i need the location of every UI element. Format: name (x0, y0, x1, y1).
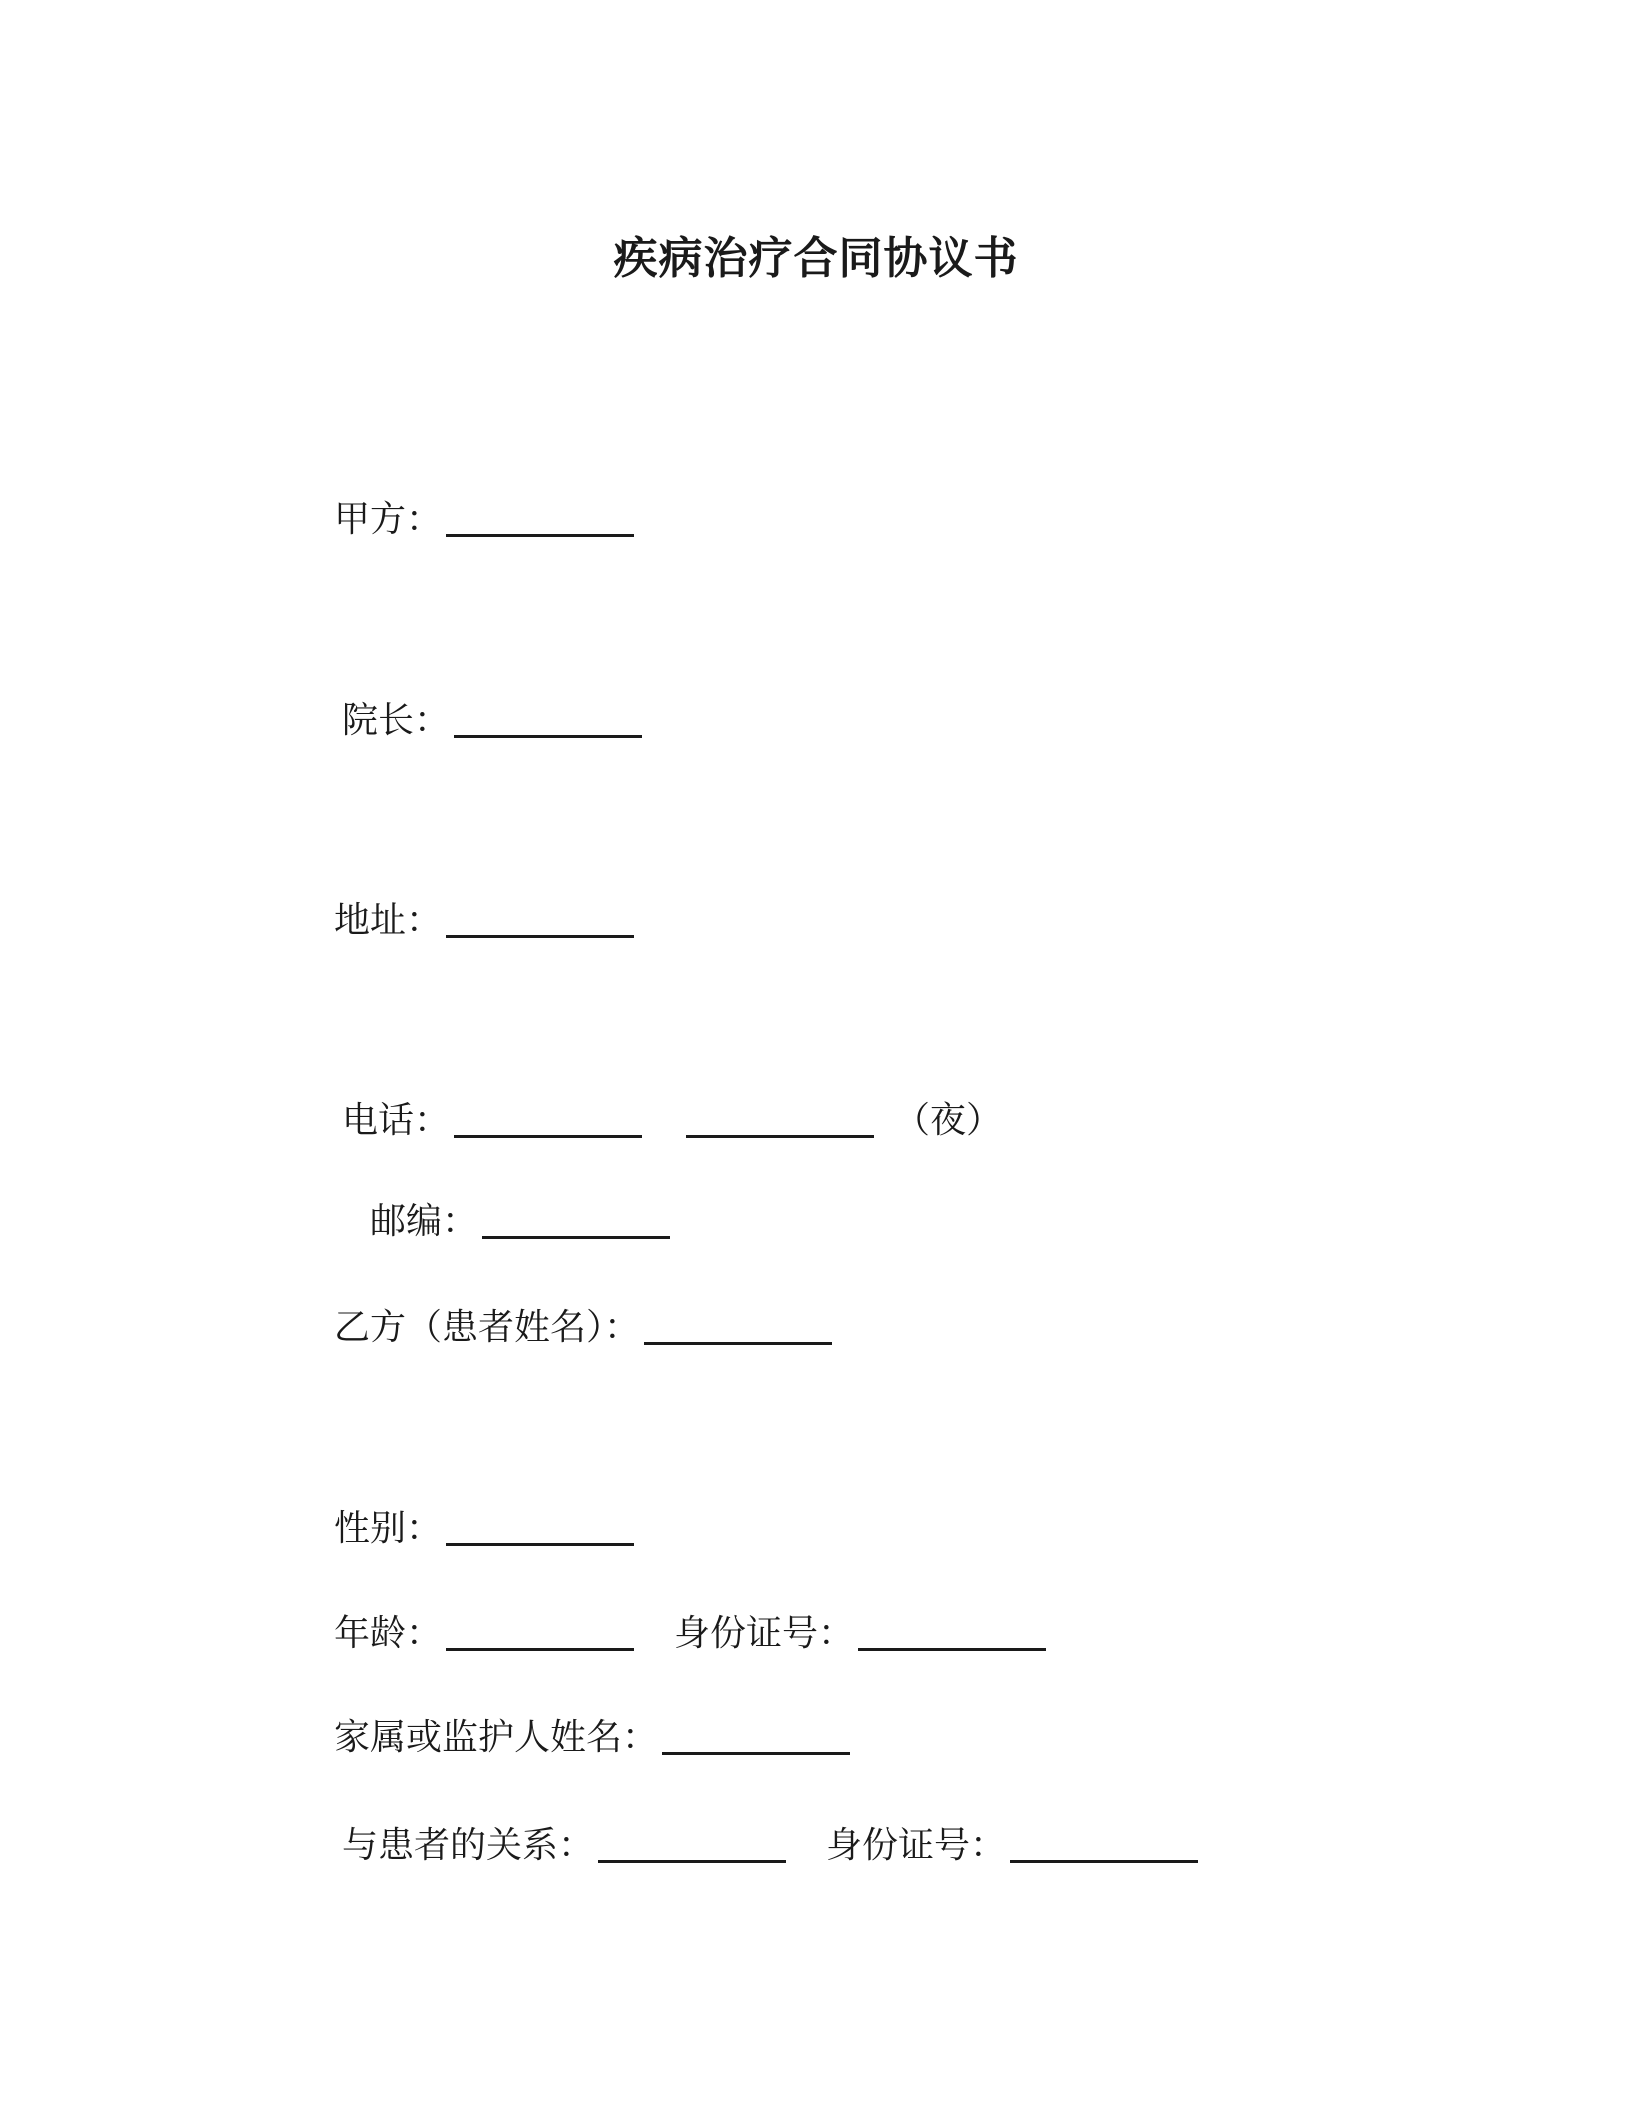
age-field[interactable] (446, 1612, 634, 1651)
patient-id-label: 身份证号： (674, 1613, 855, 1654)
postcode-line (370, 1198, 670, 1246)
relation-label: 与患者的关系： (342, 1825, 595, 1866)
relation-field[interactable] (598, 1824, 786, 1863)
phone-line (342, 1097, 1002, 1145)
postcode-label: 邮编： (370, 1201, 479, 1242)
phone-label: 电话： (342, 1100, 451, 1141)
guardian-id-field[interactable] (1010, 1824, 1198, 1863)
dean-label: 院长： (342, 700, 451, 741)
party-b-label: 乙方（患者姓名）： (334, 1307, 641, 1348)
age-id-line (334, 1610, 1046, 1658)
party-b-line (334, 1304, 832, 1352)
guardian-id-label: 身份证号： (826, 1825, 1007, 1866)
patient-name-field[interactable] (644, 1306, 832, 1345)
family-name-field[interactable] (662, 1716, 850, 1755)
party-a-label: 甲方： (334, 499, 443, 540)
family-label: 家属或监护人姓名： (334, 1717, 659, 1758)
relation-line (342, 1822, 1198, 1870)
party-a-line (334, 496, 634, 544)
dean-line (342, 697, 642, 745)
phone-night-field[interactable] (686, 1099, 874, 1138)
address-label: 地址： (334, 900, 443, 941)
phone-day-field[interactable] (454, 1099, 642, 1138)
gender-field[interactable] (446, 1507, 634, 1546)
phone-night-label: （夜） (894, 1100, 1003, 1141)
age-label: 年龄： (334, 1613, 443, 1654)
gender-label: 性别： (334, 1508, 443, 1549)
dean-field[interactable] (454, 699, 642, 738)
address-field[interactable] (446, 899, 634, 938)
family-line (334, 1714, 850, 1762)
document-title: 疾病治疗合同协议书 (613, 233, 1019, 284)
gender-line (334, 1505, 634, 1553)
postcode-field[interactable] (482, 1200, 670, 1239)
party-a-field[interactable] (446, 498, 634, 537)
address-line (334, 897, 634, 945)
patient-id-field[interactable] (858, 1612, 1046, 1651)
